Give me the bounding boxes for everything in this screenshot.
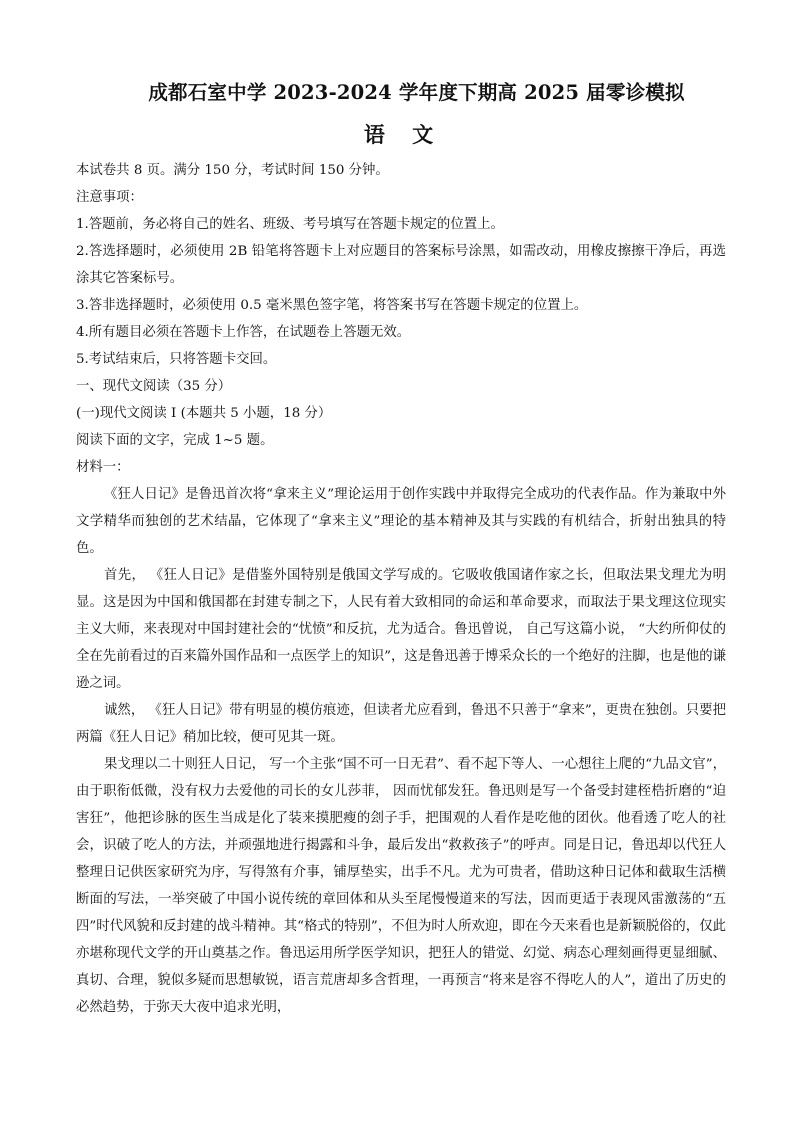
notice-item: 3.答非选择题时，必须使用 0.5 毫米黑色签字笔，将答案书写在答题卡规定的位置上。: [76, 298, 588, 313]
notice-item: 4.所有题目必须在答题卡上作答，在试题卷上答题无效。: [76, 325, 411, 340]
exam-intro: 本试卷共 8 页。满分 150 分，考试时间 150 分钟。: [76, 163, 389, 178]
notice-item: 1.答题前，务必将自己的姓名、班级、考号填写在答题卡规定的位置上。: [76, 217, 504, 232]
exam-body: [76, 157, 726, 1021]
passage-paragraph: 果戈理以二十则狂人日记， 写一个主张“国不可一日无君”、看不起下等人、一心想往上爬的“九品文官”，由于职衔低微，没有权力去爱他的司长的女儿莎菲， 因而忧郁发狂。鲁迅则是写一个备受封建桎梏折磨的“迫害狂”，他把诊脉的医生当成是化了装来摸肥瘦的刽子手，把围观的人看作是吃他的团伙。他看透了吃人的社会，识破了吃人的方法，并顽强地进行揭露和斗争，最后发出“救救孩子”的呼声。同是日记，鲁迅却以代狂人整理日记供医家研究为序，写得煞有介事，铺厚垫实，出手不凡。尤为可贵者，借助这种日记体和截取生活横断面的写法，一举突破了中国小说传统的章回体和从头至尾慢慢道来的写法，因而更适于表现风雷激荡的“五四”时代风貌和反封建的战斗精神。其“格式的特别”，不但为时人所欢迎，即在今天来看也是新颖脱俗的，仅此亦堪称现代文学的开山奠基之作。鲁迅运用所学医学知识，把狂人的错觉、幻觉、病态心理刻画得更显细腻、真切、合理，貌似多疑而思想敏锐，语言荒唐却多含哲理，一再预言“将来是容不得吃人的人”，道出了历史的必然趋势，于弥天大夜中追求光明，: [76, 757, 726, 1015]
subsection-heading: (一)现代文阅读 Ⅰ (本题共 5 小题，18 分）: [76, 406, 332, 421]
passage-paragraph: 诚然， 《狂人日记》带有明显的模仿痕迹，但读者尤应看到，鲁迅不只善于“拿来”，更贵在独创。只要把两篇《狂人日记》稍加比较，便可见其一斑。: [76, 703, 726, 745]
notice-item: 5.考试结束后，只将答题卡交回。: [76, 352, 277, 367]
passage-paragraph: 首先， 《狂人日记》是借鉴外国特别是俄国文学写成的。它吸收俄国诸作家之长，但取法果戈理尤为明显。这是因为中国和俄国都在封建专制之下，人民有着大致相同的命运和革命要求，而取法于果戈理这位现实主义大师，来表现对中国封建社会的“忧愤”和反抗，尤为适合。鲁迅曾说， 自己写这篇小说， “大约所仰仗的全在先前看过的百来篇外国作品和一点医学上的知识”，这是鲁迅善于博采众长的一个绝好的注脚，也是他的谦逊之词。: [76, 568, 726, 691]
reading-instruction: 阅读下面的文字，完成 1~5 题。: [76, 433, 274, 448]
notice-item: 2.答选择题时，必须使用 2B 铅笔将答题卡上对应题目的答案标号涂黑，如需改动，用橡皮擦擦干净后，再选涂其它答案标号。: [76, 244, 726, 286]
section-heading: 一、现代文阅读（35 分）: [76, 379, 232, 394]
subject-title: 语 文: [363, 122, 444, 147]
exam-title: 成都石室中学 2023-2024 学年度下期高 2025 届零诊模拟: [148, 81, 685, 104]
material-label: 材料一：: [76, 460, 130, 475]
notice-heading: 注意事项：: [76, 190, 143, 205]
passage-paragraph: 《狂人日记》是鲁迅首次将“拿来主义”理论运用于创作实践中并取得完全成功的代表作品。作为兼取中外文学精华而独创的艺术结晶，它体现了“拿来主义”理论的基本精神及其与实践的有机结合，折射出独具的特色。: [76, 487, 726, 556]
